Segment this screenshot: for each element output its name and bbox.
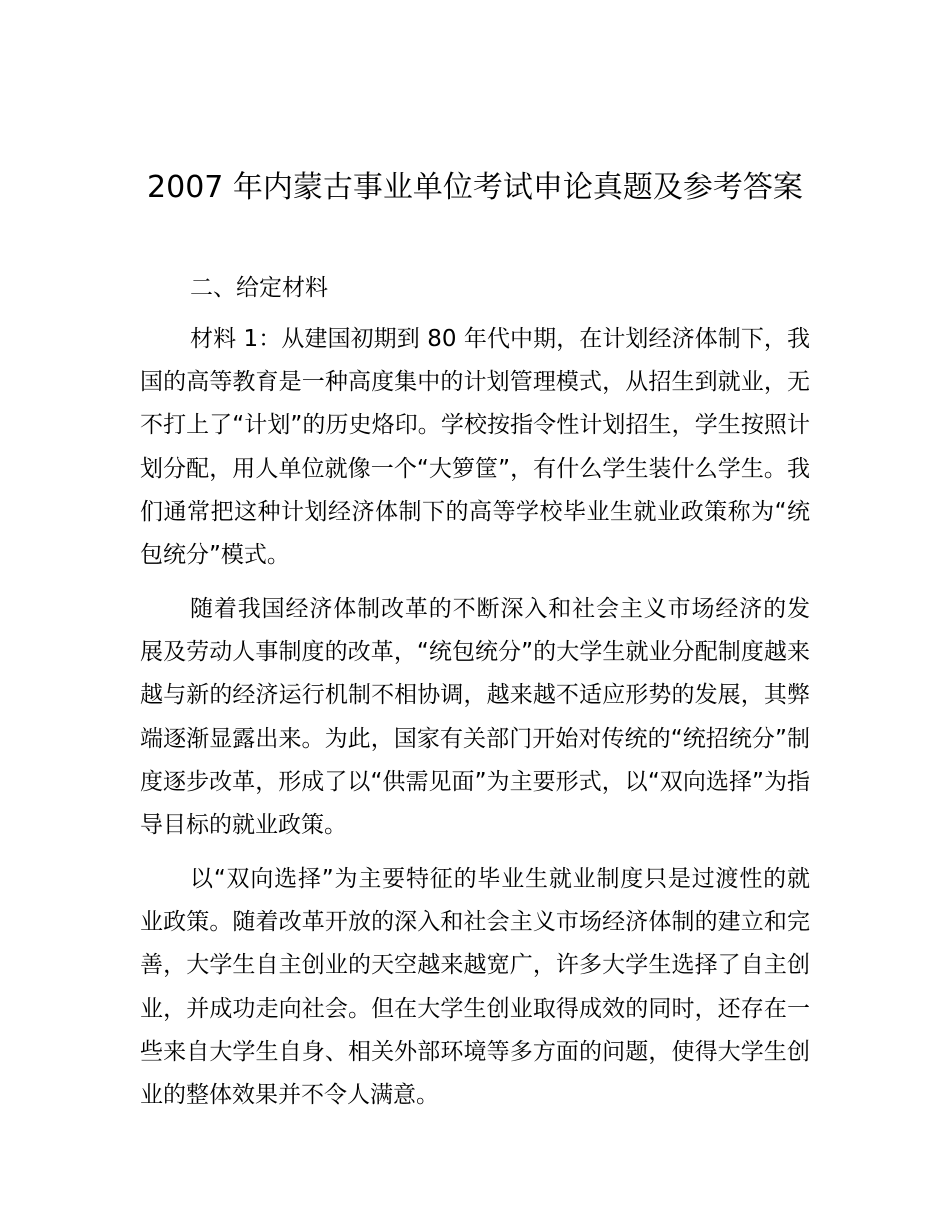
- document-title: 2007 年内蒙古事业单位考试申论真题及参考答案: [147, 170, 803, 205]
- section-heading: 二、给定材料: [190, 275, 328, 301]
- paragraph-2: 随着我国经济体制改革的不断深入和社会主义市场经济的发展及劳动人事制度的改革，“统包统分”的大学生就业分配制度越来越与新的经济运行机制不相协调，越来越不适应形势的发展，其弊端逐渐显露出来。为此，国家有关部门开始对传统的“统招统分”制度逐步改革，形成了以“供需见面”为主要形式，以“双向选择”为指导目标的就业政策。: [140, 596, 810, 839]
- paragraph-3: 以“双向选择”为主要特征的毕业生就业制度只是过渡性的就业政策。随着改革开放的深入和社会主义市场经济体制的建立和完善，大学生自主创业的天空越来越宽广，许多大学生选择了自主创业，并成功走向社会。但在大学生创业取得成效的同时，还存在一些来自大学生自身、相关外部环境等多方面的问题，使得大学生创业的整体效果并不令人满意。: [140, 866, 810, 1109]
- paragraph-1: 材料 1：从建国初期到 80 年代中期，在计划经济体制下，我国的高等教育是一种高度集中的计划管理模式，从招生到就业，无不打上了“计划”的历史烙印。学校按指令性计划招生，学生按照计划分配，用人单位就像一个“大箩筐”，有什么学生装什么学生。我们通常把这种计划经济体制下的高等学校毕业生就业政策称为“统包统分”模式。: [140, 326, 810, 569]
